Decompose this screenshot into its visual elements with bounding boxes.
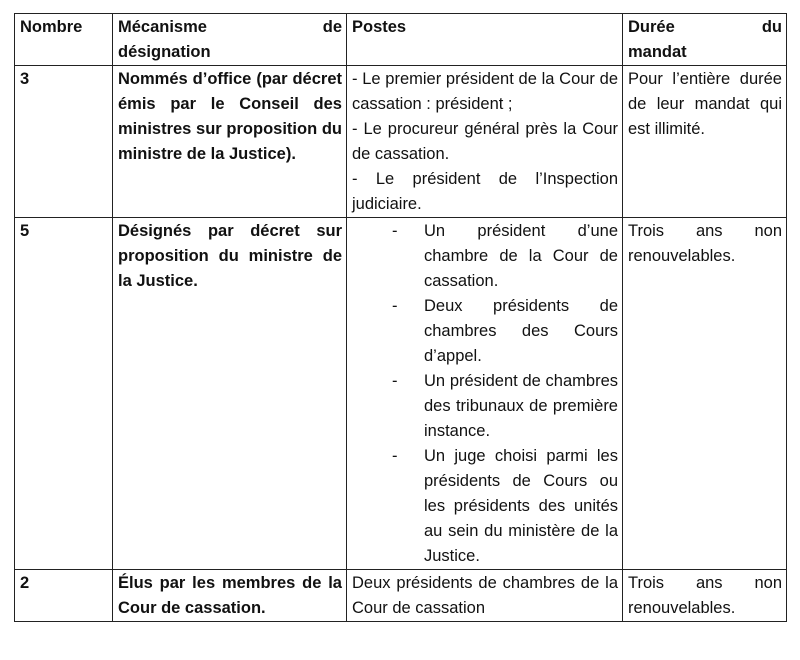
list-item xyxy=(352,444,618,569)
row-1-poste-item: - Le président de l’Inspection judiciaire. xyxy=(352,170,618,213)
row-3-mecanisme: Élus par les membres de la Cour de cassation. xyxy=(113,570,347,622)
header-mecanisme-word3: désignation xyxy=(118,43,211,61)
row-1-postes xyxy=(347,66,623,218)
dash-bullet: - xyxy=(392,447,398,465)
row-3-duree: Trois ans non renouvelables. xyxy=(623,570,787,622)
header-row xyxy=(15,14,787,66)
designation-table xyxy=(14,13,787,622)
list-item xyxy=(352,369,618,444)
row-1-duree: Pour l’entière durée de leur mandat qui est illimité. xyxy=(623,66,787,218)
list-item xyxy=(352,294,618,369)
header-mecanisme-word2: de xyxy=(322,18,342,36)
row-2-poste-text: Un président d’une chambre de la Cour de cassation. xyxy=(424,222,618,290)
row-2-postes xyxy=(347,218,623,570)
header-mecanisme xyxy=(113,14,347,66)
row-2-poste-text: Un juge choisi parmi les présidents de Cours ou les présidents des unités au sein du ministère de la Justice. xyxy=(424,447,618,565)
header-nombre: Nombre xyxy=(15,14,113,66)
header-postes: Postes xyxy=(347,14,623,66)
row-1-poste-item: - Le procureur général près la Cour de cassation. xyxy=(352,120,618,163)
row-1-mecanisme: Nommés d’office (par décret émis par le Conseil des ministres sur proposition du ministre de la Justice). xyxy=(113,66,347,218)
header-duree-word1: Durée xyxy=(628,18,675,36)
header-duree xyxy=(623,14,787,66)
row-2-poste-text: Deux présidents de chambres des Cours d’appel. xyxy=(424,297,618,365)
row-2-nombre: 5 xyxy=(15,218,113,570)
dash-bullet: - xyxy=(392,372,398,390)
row-3-postes: Deux présidents de chambres de la Cour de cassation xyxy=(347,570,623,622)
table-row xyxy=(15,218,787,570)
table-row xyxy=(15,570,787,622)
row-2-postes-list xyxy=(352,219,618,569)
header-duree-word3: mandat xyxy=(628,43,687,61)
row-1-poste-item: - Le premier président de la Cour de cassation : président ; xyxy=(352,70,618,113)
table-row xyxy=(15,66,787,218)
row-3-nombre: 2 xyxy=(15,570,113,622)
dash-bullet: - xyxy=(392,297,398,315)
list-item xyxy=(352,219,618,294)
header-duree-word2: du xyxy=(761,18,782,36)
row-2-duree: Trois ans non renouvelables. xyxy=(623,218,787,570)
row-2-mecanisme: Désignés par décret sur proposition du ministre de la Justice. xyxy=(113,218,347,570)
dash-bullet: - xyxy=(392,222,398,240)
header-mecanisme-word1: Mécanisme xyxy=(118,18,207,36)
row-2-poste-text: Un président de chambres des tribunaux de première instance. xyxy=(424,372,618,440)
row-1-nombre: 3 xyxy=(15,66,113,218)
